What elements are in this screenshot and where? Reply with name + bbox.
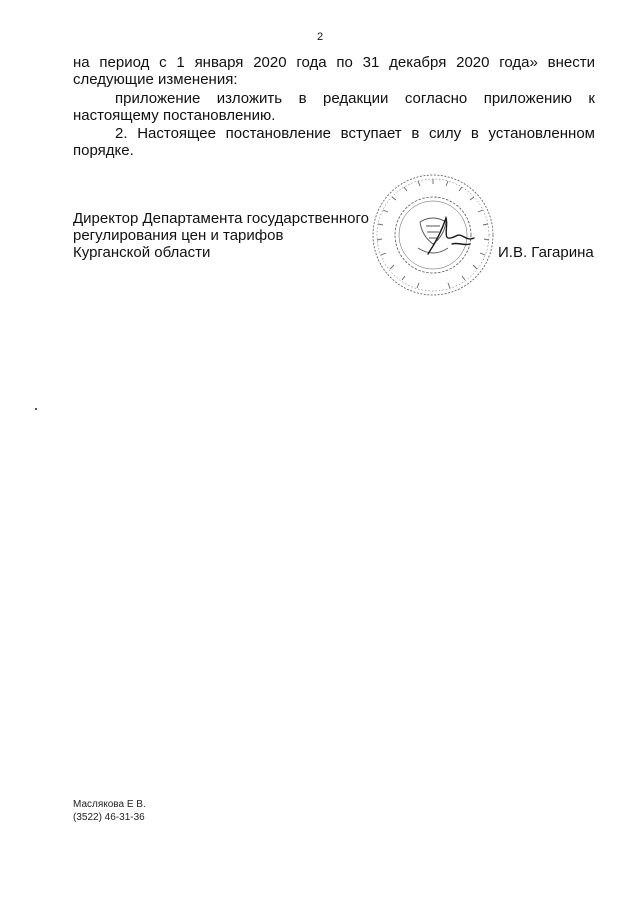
stray-mark [35,408,37,410]
executor-name: Маслякова Е В. [73,799,146,810]
signer-position-line-1: Директор Департамента государственного [73,210,370,227]
signer-name: И.В. Гагарина [498,244,594,261]
signer-position-line-3: Курганской области [73,244,211,261]
signer-position [73,210,373,261]
body-paragraph-1: на период с 1 января 2020 года по 31 декабря 2020 года» внести следующие изменения: [73,54,595,88]
body-paragraph-2: приложение изложить в редакции согласно приложению к настоящему постановлению. [73,90,595,124]
executor-phone: (3522) 46-31-36 [73,812,145,823]
executor-info [73,798,146,824]
page-number: 2 [316,31,324,43]
body-paragraph-3: 2. Настоящее постановление вступает в силу в установленном порядке. [73,125,595,159]
official-seal-stamp [370,172,496,298]
signer-position-line-2: регулирования цен и тарифов [73,227,284,244]
